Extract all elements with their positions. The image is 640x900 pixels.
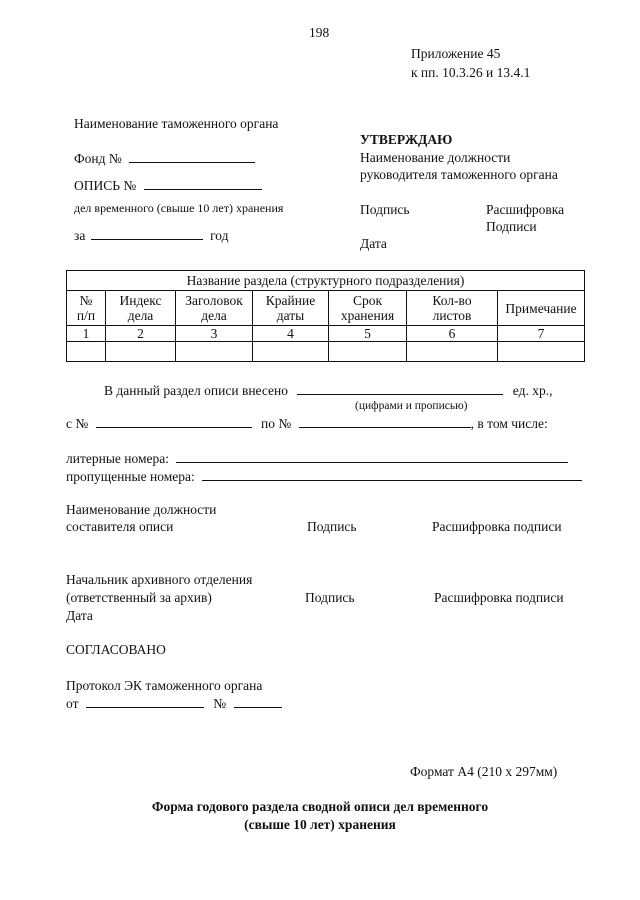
header-cell-term: Срок хранения: [329, 291, 407, 326]
inventory-table: [66, 270, 585, 362]
empty-cell: [253, 342, 329, 362]
column-number-1: 1: [67, 326, 106, 342]
range-to-blank-line: [299, 416, 471, 428]
compiler-decode-label: Расшифровка подписи: [432, 519, 562, 534]
missing-numbers-blank-line: [202, 469, 582, 481]
approve-position-line2: руководителя таможенного органа: [360, 167, 558, 182]
form-title-line1: Форма годового раздела сводной описи дел временного: [151, 799, 489, 814]
range-line: [66, 416, 548, 431]
header-cell-number: № п/п: [67, 291, 106, 326]
appendix-title: Приложение 45: [411, 46, 501, 61]
column-number-7: 7: [498, 326, 585, 342]
approve-decode-line2: Подписи: [486, 219, 537, 234]
agreed-title: СОГЛАСОВАНО: [66, 642, 166, 657]
god-label: год: [210, 228, 229, 243]
summary-hint: (цифрами и прописью): [355, 400, 468, 412]
appendix-reference: к пп. 10.3.26 и 13.4.1: [411, 65, 531, 80]
section-title-cell: Название раздела (структурного подразделения): [67, 271, 585, 291]
archive-signature-label: Подпись: [305, 590, 355, 605]
archive-head-line2: (ответственный за архив): [66, 590, 212, 605]
compiler-position-line2: составителя описи: [66, 519, 174, 534]
column-number-4: 4: [253, 326, 329, 342]
fond-blank-line: [129, 151, 255, 163]
range-from-label: с №: [66, 416, 89, 431]
fond-label: Фонд №: [74, 151, 122, 166]
empty-cell: [329, 342, 407, 362]
range-including: , в том числе:: [470, 416, 548, 431]
archive-date-label: Дата: [66, 608, 93, 623]
year-field: [74, 228, 229, 243]
summary-unit: ед. хр.,: [512, 383, 553, 398]
protocol-date-blank-line: [86, 696, 204, 708]
fond-field: [74, 151, 255, 166]
missing-numbers-label: пропущенные номера:: [66, 469, 195, 484]
approve-date-label: Дата: [360, 236, 387, 251]
form-title-line2: (свыше 10 лет) хранения: [244, 817, 396, 832]
compiler-signature-label: Подпись: [307, 519, 357, 534]
summary-line: [104, 383, 552, 398]
customs-org-name-label: Наименование таможенного органа: [74, 116, 279, 131]
protocol-date-line: [66, 696, 282, 711]
letter-numbers-line: [66, 451, 568, 466]
summary-intro: В данный раздел описи внесено: [104, 383, 289, 398]
protocol-from-label: от: [66, 696, 79, 711]
approve-position-line1: Наименование должности: [360, 150, 511, 165]
za-label: за: [74, 228, 86, 243]
empty-cell: [498, 342, 585, 362]
protocol-number-blank-line: [234, 696, 282, 708]
header-cell-note: Примечание: [498, 291, 585, 326]
missing-numbers-line: [66, 469, 582, 484]
storage-text: дел временного (свыше 10 лет) хранения: [74, 201, 284, 215]
empty-cell: [407, 342, 498, 362]
range-to-label: по №: [261, 416, 292, 431]
column-number-6: 6: [407, 326, 498, 342]
protocol-label: Протокол ЭК таможенного органа: [66, 678, 263, 693]
opis-blank-line: [144, 178, 262, 190]
page-number: 198: [309, 25, 330, 40]
archive-head-line1: Начальник архивного отделения: [66, 572, 253, 587]
empty-cell: [67, 342, 106, 362]
protocol-number-label: №: [213, 696, 227, 711]
compiler-position-line1: Наименование должности: [66, 502, 217, 517]
letter-numbers-blank-line: [176, 451, 568, 463]
header-cell-sheets: Кол-во листов: [407, 291, 498, 326]
column-number-3: 3: [176, 326, 253, 342]
column-number-2: 2: [106, 326, 176, 342]
empty-cell: [176, 342, 253, 362]
letter-numbers-label: литерные номера:: [66, 451, 170, 466]
opis-label: ОПИСЬ №: [74, 178, 137, 193]
approve-title: УТВЕРЖДАЮ: [360, 132, 453, 147]
archive-decode-label: Расшифровка подписи: [434, 590, 564, 605]
format-note: Формат А4 (210 х 297мм): [410, 764, 558, 779]
empty-cell: [106, 342, 176, 362]
approve-decode-line1: Расшифровка: [486, 202, 565, 217]
header-cell-dates: Крайние даты: [253, 291, 329, 326]
opis-field: [74, 178, 262, 193]
range-from-blank-line: [96, 416, 252, 428]
column-number-5: 5: [329, 326, 407, 342]
header-cell-index: Индекс дела: [106, 291, 176, 326]
summary-count-blank-line: [297, 383, 503, 395]
header-cell-title: Заголовок дела: [176, 291, 253, 326]
approve-signature-label: Подпись: [360, 202, 410, 217]
year-blank-line: [91, 228, 203, 240]
